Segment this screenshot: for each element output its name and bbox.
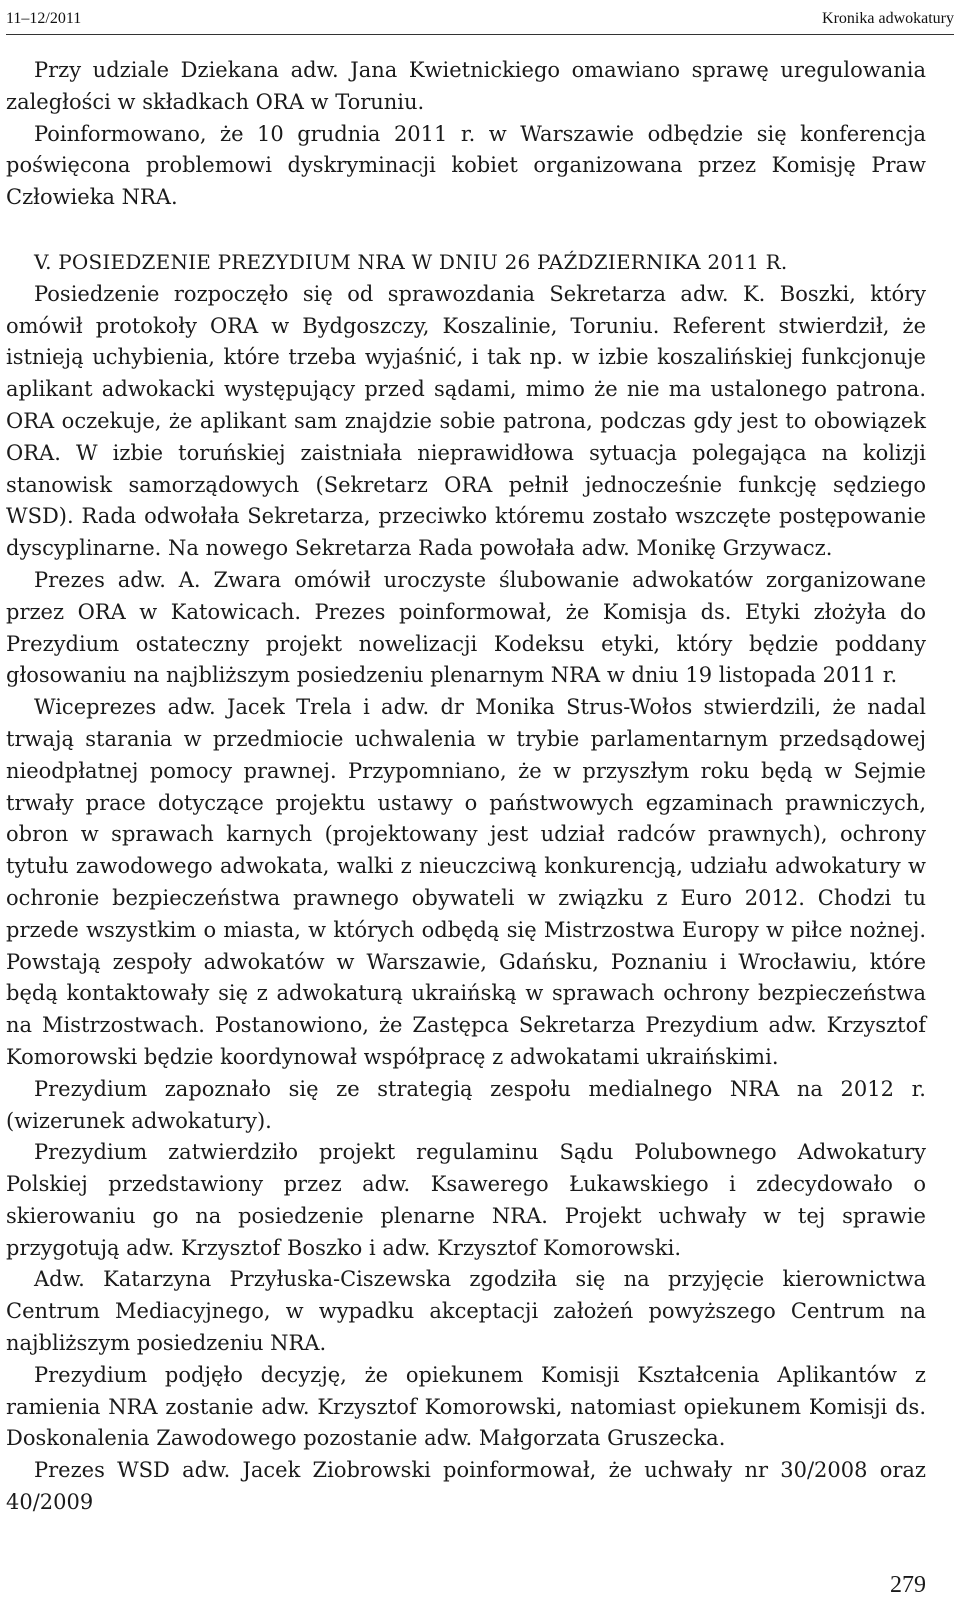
section-heading: V. POSIEDZENIE PREZYDIUM NRA W DNIU 26 PAŹDZIERNIKA 2011 R. — [34, 249, 788, 274]
running-header — [6, 4, 954, 35]
paragraph: Prezes WSD adw. Jacek Ziobrowski poinformował, że uchwały nr 30/2008 oraz 40/2009 — [6, 1458, 926, 1515]
page-number: 279 — [890, 1572, 926, 1598]
issue-label: 11–12/2011 — [6, 10, 82, 27]
paragraph: Adw. Katarzyna Przyłuska-Ciszewska zgodziła się na przyjęcie kierownictwa Centrum Mediacyjnego, w wypadku akceptacji założeń powyższego Centrum na najbliższym posiedzeniu NRA. — [6, 1267, 926, 1356]
paragraph: Prezydium podjęło decyzję, że opiekunem Komisji Kształcenia Aplikantów z ramienia NRA zostanie adw. Krzysztof Komorowski, natomiast opiekunem Komisji ds. Doskonalenia Zawodowego pozostanie adw. Małgorzata Gruszecka. — [6, 1362, 926, 1451]
article-body — [6, 55, 926, 1519]
paragraph: Poinformowano, że 10 grudnia 2011 r. w Warszawie odbędzie się konferencja poświęcona problemowi dyskryminacji kobiet organizowana przez Komisję Praw Człowieka NRA. — [6, 121, 926, 210]
section-title: Kronika adwokatury — [822, 10, 954, 27]
paragraph: Prezydium zapoznało się ze strategią zespołu medialnego NRA na 2012 r. (wizerunek adwokatury). — [6, 1076, 926, 1133]
paragraph: Posiedzenie rozpoczęło się od sprawozdania Sekretarza adw. K. Boszki, który omówił protokoły ORA w Bydgoszczy, Koszalinie, Toruniu. Referent stwierdził, że istnieją uchybienia, które trzeba wyjaśnić, i tak np. w izbie koszalińskiej funkcjonuje aplikant adwokacki występujący przed sądami, mimo że nie ma ustalonego patrona. ORA oczekuje, że aplikant sam znajdzie sobie patrona, podczas gdy jest to obowiązek ORA. W izbie toruńskiej zaistniała nieprawidłowa sytuacja polegająca na kolizji stanowisk samorządowych (Sekretarz ORA pełnił jednocześnie funkcję sędziego WSD). Rada odwołała Sekretarza, przeciwko któremu zostało wszczęte postępowanie dyscyplinarne. Na nowego Sekretarza Rada powołała adw. Monikę Grzywacz. — [6, 281, 926, 561]
paragraph: Prezes adw. A. Zwara omówił uroczyste ślubowanie adwokatów zorganizowane przez ORA w Katowicach. Prezes poinformował, że Komisja ds. Etyki złożyła do Prezydium ostateczny projekt nowelizacji Kodeksu etyki, który będzie poddany głosowaniu na najbliższym posiedzeniu plenarnym NRA w dniu 19 listopada 2011 r. — [6, 567, 926, 688]
paragraph: Prezydium zatwierdziło projekt regulaminu Sądu Polubownego Adwokatury Polskiej przedstawiony przez adw. Ksawerego Łukawskiego i zdecydowało o skierowaniu go na posiedzenie plenarne NRA. Projekt uchwały w tej sprawie przygotują adw. Krzysztof Boszko i adw. Krzysztof Komorowski. — [6, 1140, 926, 1260]
paragraph: Wiceprezes adw. Jacek Trela i adw. dr Monika Strus-Wołos stwierdzili, że nadal trwają starania w przedmiocie uchwalenia w trybie parlamentarnym przedsądowej nieodpłatnej pomocy prawnej. Przypomniano, że w przyszłym roku będą w Sejmie trwały prace dotyczące projektu ustawy o państwowych egzaminach prawniczych, obron w sprawach karnych (projektowany jest udział radców prawnych), ochrony tytułu zawodowego adwokata, walki z nieuczciwą konkurencją, udziału adwokatury w ochronie bezpieczeństwa prawnego obywateli w związku z Euro 2012. Chodzi tu przede wszystkim o miasta, w których odbędą się Mistrzostwa Europy w piłce nożnej. Powstają zespoły adwokatów w Warszawie, Gdańsku, Poznaniu i Wrocławiu, które będą kontaktowały się z adwokaturą ukraińską w sprawach ochrony bezpieczeństwa na Mistrzostwach. Postanowiono, że Zastępca Sekretarza Prezydium adw. Krzysztof Komorowski będzie koordynował współpracę z adwokatami ukraińskimi. — [6, 695, 926, 1069]
paragraph: Przy udziale Dziekana adw. Jana Kwietnickiego omawiano sprawę uregulowania zaległości w składkach ORA w Toruniu. — [6, 58, 926, 114]
